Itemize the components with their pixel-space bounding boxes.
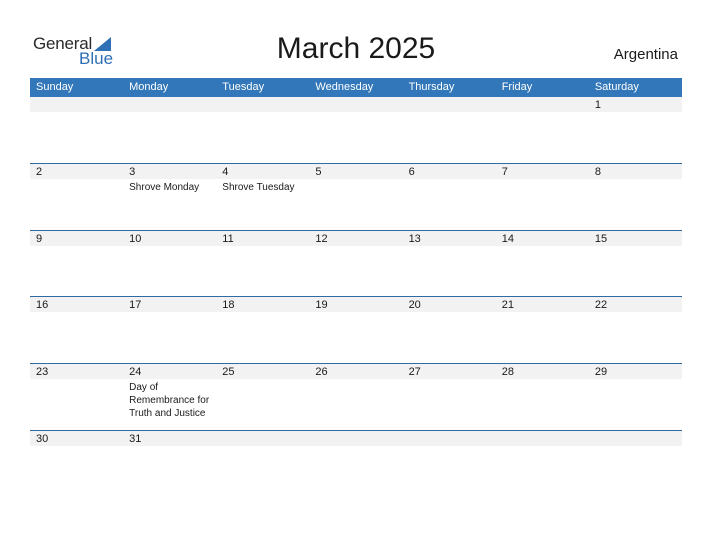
day-number: 4 — [222, 166, 229, 178]
day-number: 9 — [36, 233, 43, 245]
day-number-bar — [123, 164, 216, 179]
day-number: 22 — [594, 299, 608, 311]
day-cell — [216, 164, 309, 230]
day-number: 5 — [315, 166, 322, 178]
weekday-sunday: Sunday — [36, 81, 74, 93]
day-cell — [309, 164, 402, 230]
day-number: 1 — [594, 99, 601, 111]
day-number-bar — [216, 164, 309, 179]
day-number: 23 — [36, 366, 49, 378]
day-number-bar — [216, 431, 309, 446]
day-number-bar — [589, 431, 682, 446]
day-cell — [123, 164, 216, 230]
day-number-bar — [216, 97, 309, 112]
day-cell — [123, 97, 216, 163]
weekday-thursday: Thursday — [408, 81, 455, 93]
day-cell — [496, 231, 589, 296]
day-number: 28 — [501, 366, 514, 378]
day-cell — [403, 97, 496, 163]
day-cell — [496, 164, 589, 230]
day-number-bar — [496, 431, 589, 446]
day-cell — [309, 97, 402, 163]
day-cell — [589, 364, 682, 430]
day-cell — [403, 431, 496, 446]
day-number: 26 — [315, 366, 328, 378]
week-row — [30, 97, 682, 163]
day-cell — [30, 297, 123, 363]
day-cell — [309, 364, 402, 430]
day-cell — [216, 431, 309, 446]
week-row — [30, 163, 682, 230]
day-cell — [309, 297, 402, 363]
day-number: 3 — [129, 166, 136, 178]
weekday-tuesday: Tuesday — [222, 81, 265, 93]
day-cell — [403, 231, 496, 296]
day-cell — [309, 431, 402, 446]
day-number: 6 — [408, 166, 415, 178]
day-number-bar — [496, 164, 589, 179]
holiday-note: Day of Remembrance for Truth and Justice — [129, 382, 210, 419]
weekday-wednesday: Wednesday — [315, 81, 374, 93]
day-cell — [589, 297, 682, 363]
day-cell — [403, 297, 496, 363]
weeks-container — [30, 97, 682, 446]
day-cell — [589, 97, 682, 163]
day-number: 15 — [594, 233, 608, 245]
day-number: 12 — [315, 233, 328, 245]
day-cell — [123, 431, 216, 446]
day-number-bar — [30, 164, 123, 179]
country-label: Argentina — [613, 46, 678, 63]
day-cell — [216, 297, 309, 363]
day-number: 8 — [594, 166, 601, 178]
day-cell — [30, 97, 123, 163]
day-cell — [589, 431, 682, 446]
weekday-monday: Monday — [129, 81, 169, 93]
week-row — [30, 230, 682, 296]
day-cell — [403, 164, 496, 230]
day-number: 20 — [408, 299, 421, 311]
day-number: 19 — [315, 299, 328, 311]
week-row — [30, 430, 682, 446]
day-number-bar — [309, 164, 402, 179]
day-number: 17 — [129, 299, 142, 311]
day-number: 24 — [129, 366, 142, 378]
day-number: 2 — [36, 166, 43, 178]
day-number-bar — [123, 97, 216, 112]
weekday-header — [30, 78, 682, 97]
calendar-grid — [30, 78, 682, 446]
day-cell — [309, 231, 402, 296]
day-number: 11 — [222, 233, 234, 245]
day-number: 29 — [594, 366, 608, 378]
weekday-saturday: Saturday — [594, 81, 639, 93]
day-cell — [30, 431, 123, 446]
day-number-bar — [309, 431, 402, 446]
day-number: 25 — [222, 366, 235, 378]
day-number-bar — [403, 97, 496, 112]
holiday-note: Shrove Tuesday — [222, 182, 295, 193]
day-number: 14 — [501, 233, 514, 245]
day-number-bar — [589, 164, 682, 179]
day-number-bar — [403, 164, 496, 179]
day-cell — [123, 297, 216, 363]
day-cell — [496, 364, 589, 430]
day-cell — [589, 231, 682, 296]
day-cell — [216, 364, 309, 430]
day-cell — [403, 364, 496, 430]
day-number-bar — [589, 97, 682, 112]
day-cell — [30, 364, 123, 430]
day-number-bar — [30, 231, 123, 246]
day-number-bar — [403, 431, 496, 446]
day-cell — [123, 231, 216, 296]
logo-general-text: General — [33, 34, 93, 53]
day-cell — [30, 164, 123, 230]
day-number: 13 — [408, 233, 421, 245]
day-number-bar — [496, 97, 589, 112]
day-cell — [496, 297, 589, 363]
day-cell — [496, 431, 589, 446]
week-row — [30, 296, 682, 363]
day-number: 30 — [36, 433, 49, 445]
logo-blue-text: Blue — [79, 49, 114, 68]
day-number: 16 — [36, 299, 49, 311]
day-number: 31 — [129, 433, 142, 445]
day-number: 21 — [501, 299, 514, 311]
day-cell — [216, 231, 309, 296]
day-number: 10 — [129, 233, 142, 245]
day-number: 27 — [408, 366, 421, 378]
day-cell — [589, 164, 682, 230]
weekday-friday: Friday — [501, 81, 533, 93]
day-number-bar — [309, 97, 402, 112]
day-cell — [123, 364, 216, 430]
week-row — [30, 363, 682, 430]
day-cell — [30, 231, 123, 296]
day-number-bar — [30, 97, 123, 112]
day-number: 18 — [222, 299, 235, 311]
day-number: 7 — [501, 166, 508, 178]
day-cell — [496, 97, 589, 163]
day-cell — [216, 97, 309, 163]
page-title: March 2025 — [276, 32, 436, 65]
holiday-note: Shrove Monday — [129, 182, 200, 193]
